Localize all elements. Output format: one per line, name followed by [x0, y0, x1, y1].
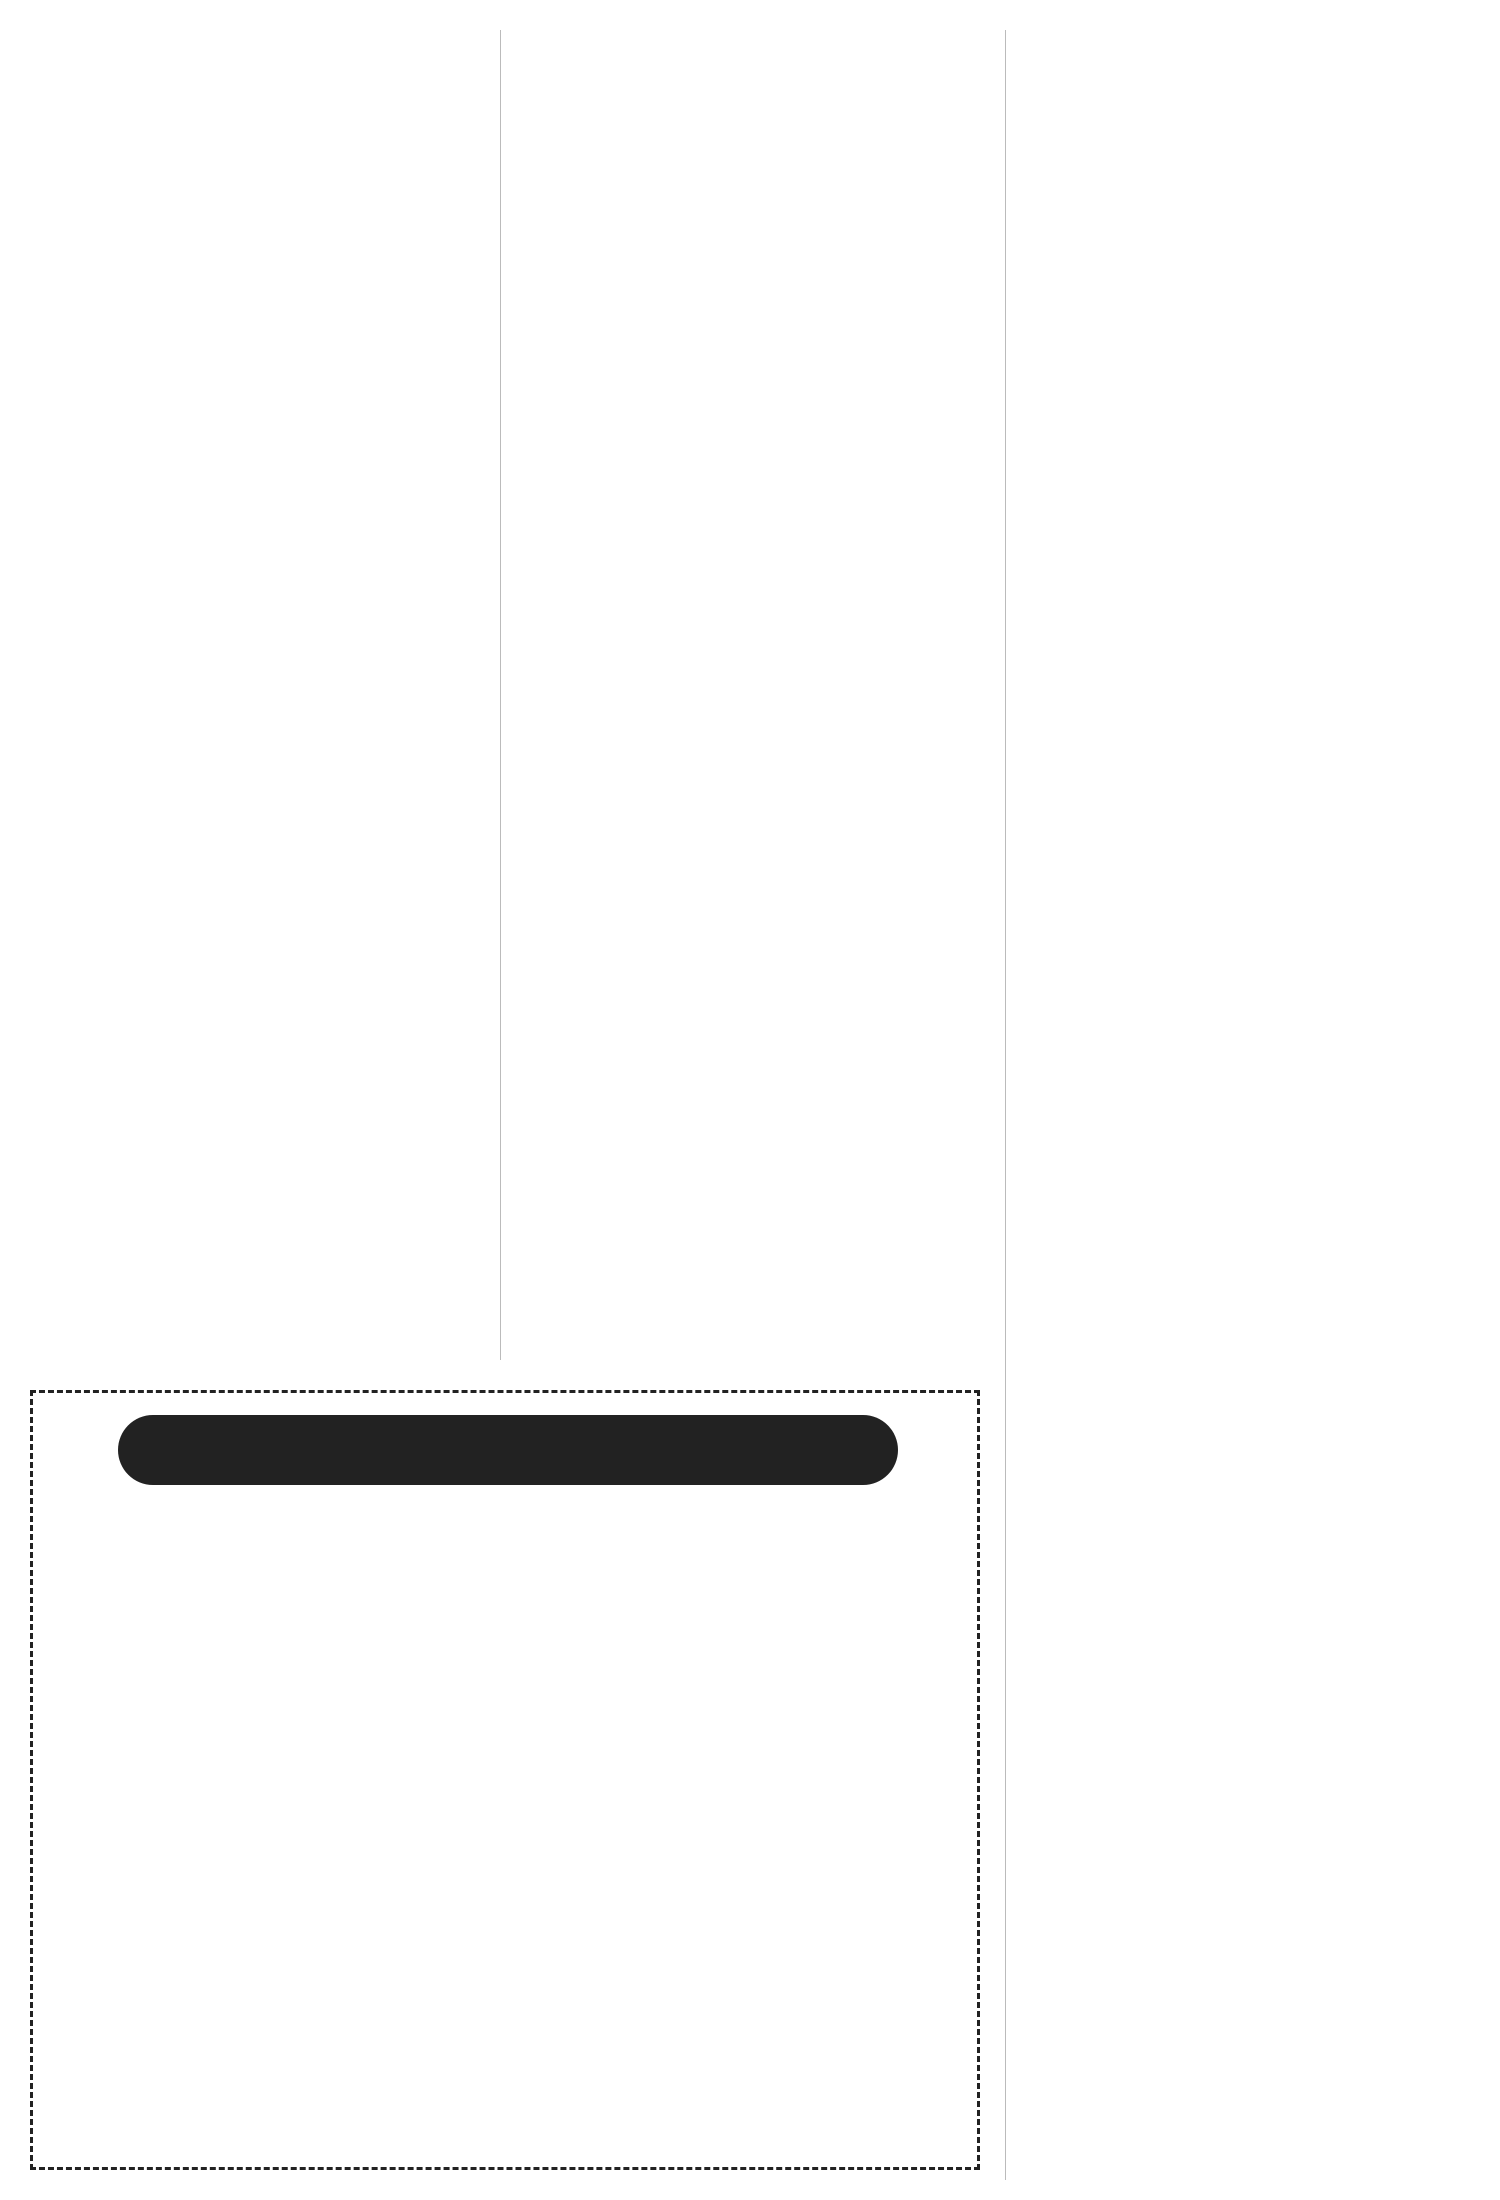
article-column-middle: [520, 30, 990, 1360]
boxed-news-item: [30, 1390, 980, 2170]
boxed-news-body: [58, 1508, 953, 2153]
boxed-news-headline: [118, 1415, 898, 1485]
article-column-left: [30, 30, 480, 1360]
article-column-right: [1030, 30, 1470, 2180]
column-divider: [1005, 30, 1006, 2180]
column-divider: [500, 30, 501, 1360]
